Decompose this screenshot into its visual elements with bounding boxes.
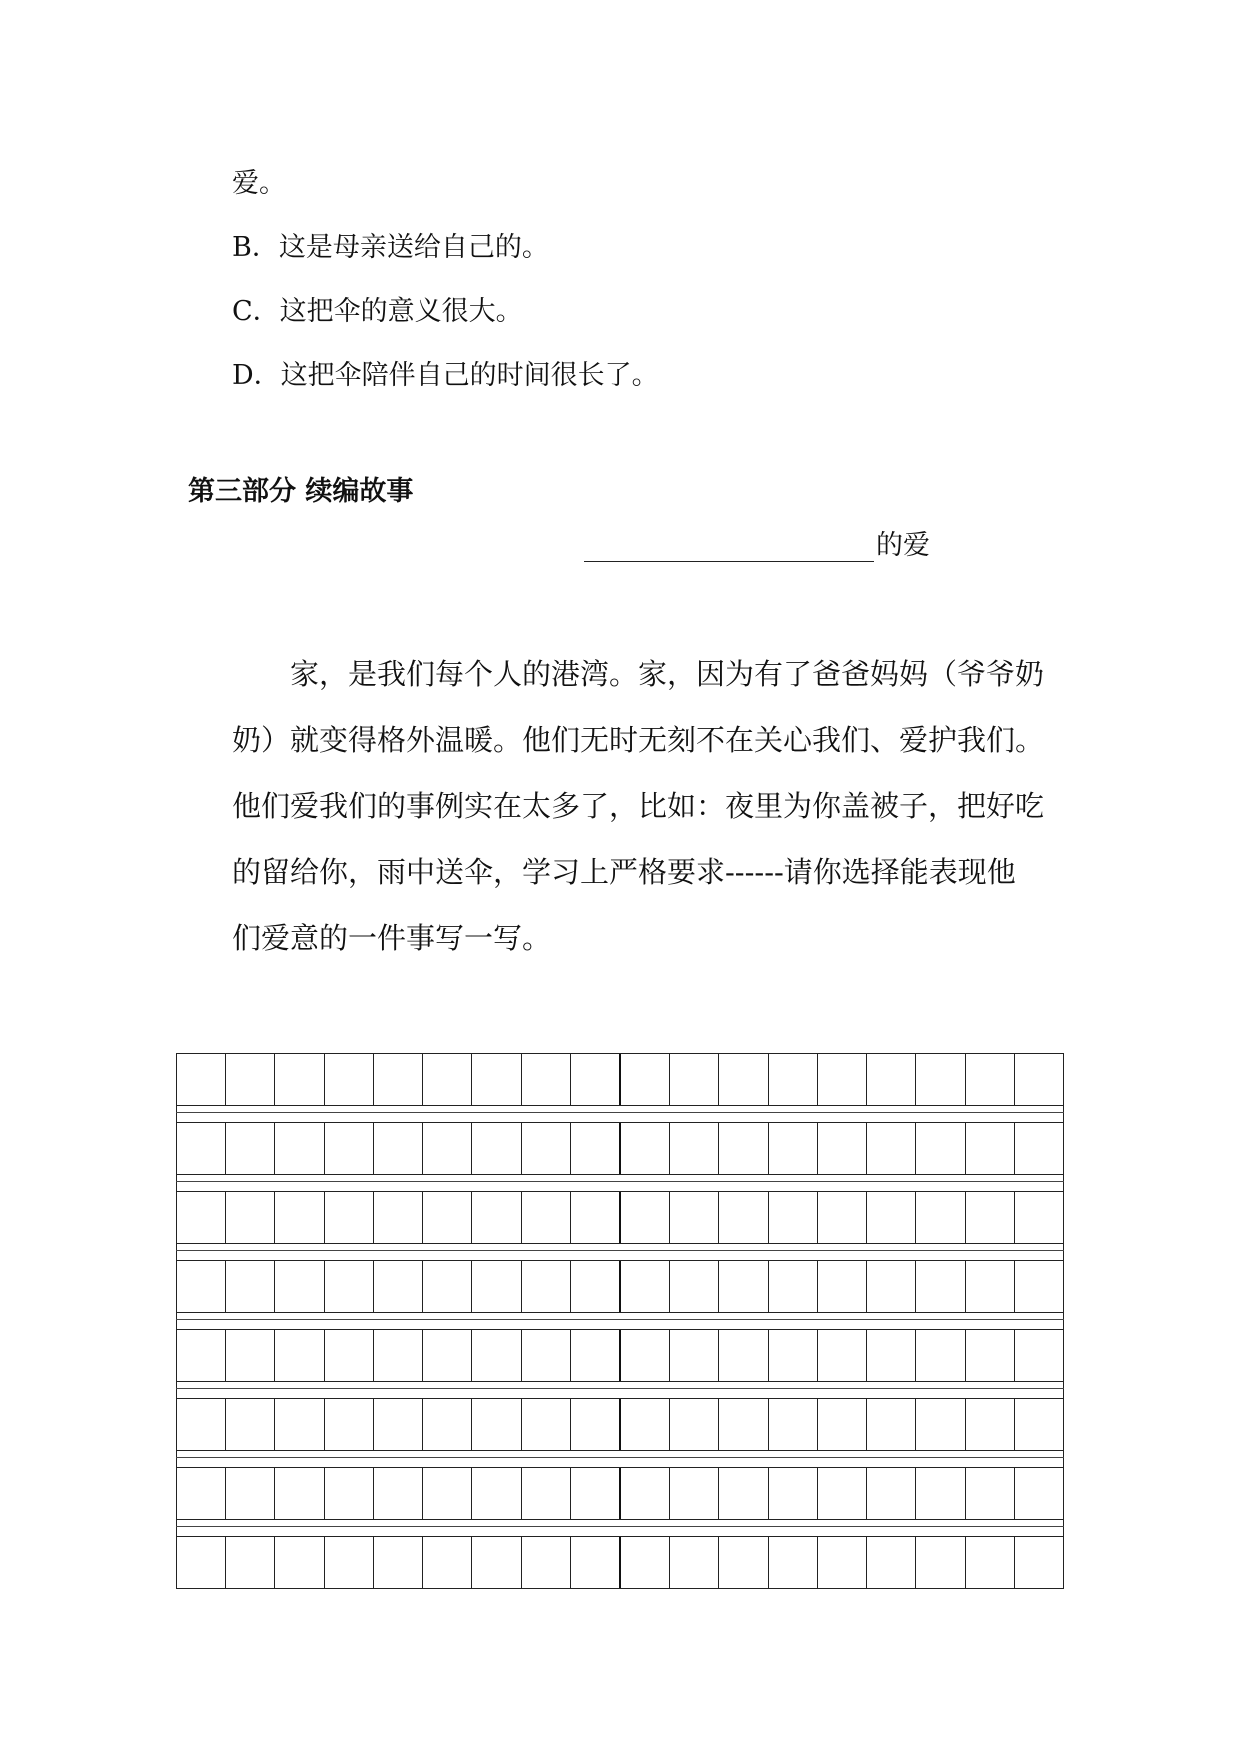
grid-cell[interactable] xyxy=(769,1054,818,1105)
grid-cell[interactable] xyxy=(423,1537,472,1588)
grid-cell[interactable] xyxy=(621,1192,670,1243)
grid-cell[interactable] xyxy=(1015,1123,1063,1174)
grid-cell[interactable] xyxy=(226,1054,275,1105)
grid-cell[interactable] xyxy=(966,1330,1015,1381)
grid-cell[interactable] xyxy=(916,1468,965,1519)
grid-cell[interactable] xyxy=(818,1537,867,1588)
grid-row xyxy=(176,1122,1064,1175)
grid-cell[interactable] xyxy=(966,1537,1015,1588)
grid-cell[interactable] xyxy=(275,1054,324,1105)
prompt-line-2: 奶）就变得格外温暖。他们无时无刻不在关心我们、爱护我们。 xyxy=(232,723,1045,757)
grid-cell[interactable] xyxy=(769,1330,818,1381)
grid-cell[interactable] xyxy=(571,1054,621,1105)
grid-cell[interactable] xyxy=(670,1537,719,1588)
grid-cell[interactable] xyxy=(325,1261,374,1312)
grid-cell[interactable] xyxy=(177,1261,226,1312)
grid-cell[interactable] xyxy=(226,1261,275,1312)
grid-cell[interactable] xyxy=(571,1399,621,1450)
grid-cell[interactable] xyxy=(818,1123,867,1174)
grid-cell[interactable] xyxy=(275,1330,324,1381)
grid-cell[interactable] xyxy=(275,1399,324,1450)
grid-cell[interactable] xyxy=(867,1399,916,1450)
grid-cell[interactable] xyxy=(374,1192,423,1243)
grid-row-gap xyxy=(176,1451,1064,1467)
grid-cell[interactable] xyxy=(374,1054,423,1105)
grid-cell[interactable] xyxy=(571,1468,621,1519)
grid-row xyxy=(176,1536,1064,1589)
grid-cell[interactable] xyxy=(867,1330,916,1381)
grid-cell[interactable] xyxy=(1015,1330,1063,1381)
grid-cell[interactable] xyxy=(966,1123,1015,1174)
grid-cell[interactable] xyxy=(769,1468,818,1519)
grid-cell[interactable] xyxy=(916,1330,965,1381)
grid-cell[interactable] xyxy=(966,1192,1015,1243)
grid-row-gap xyxy=(176,1244,1064,1260)
grid-cell[interactable] xyxy=(522,1054,571,1105)
grid-cell[interactable] xyxy=(325,1537,374,1588)
grid-cell[interactable] xyxy=(177,1468,226,1519)
grid-cell[interactable] xyxy=(423,1054,472,1105)
grid-cell[interactable] xyxy=(374,1123,423,1174)
grid-row xyxy=(176,1053,1064,1106)
grid-cell[interactable] xyxy=(325,1399,374,1450)
title-blank[interactable] xyxy=(584,531,874,562)
grid-cell[interactable] xyxy=(177,1399,226,1450)
grid-cell[interactable] xyxy=(818,1192,867,1243)
grid-cell[interactable] xyxy=(867,1192,916,1243)
grid-row-gap xyxy=(176,1106,1064,1122)
grid-row xyxy=(176,1398,1064,1451)
grid-cell[interactable] xyxy=(374,1399,423,1450)
grid-cell[interactable] xyxy=(226,1192,275,1243)
grid-cell[interactable] xyxy=(670,1054,719,1105)
grid-cell[interactable] xyxy=(275,1123,324,1174)
grid-cell[interactable] xyxy=(670,1468,719,1519)
grid-cell[interactable] xyxy=(472,1192,521,1243)
grid-cell[interactable] xyxy=(1015,1399,1063,1450)
grid-cell[interactable] xyxy=(867,1537,916,1588)
grid-cell[interactable] xyxy=(472,1468,521,1519)
prompt-line-1: 家，是我们每个人的港湾。家，因为有了爸爸妈妈（爷爷奶 xyxy=(290,657,1045,691)
grid-cell[interactable] xyxy=(571,1330,621,1381)
grid-cell[interactable] xyxy=(325,1468,374,1519)
grid-cell[interactable] xyxy=(177,1537,226,1588)
grid-cell[interactable] xyxy=(571,1192,621,1243)
grid-cell[interactable] xyxy=(571,1261,621,1312)
grid-cell[interactable] xyxy=(719,1261,768,1312)
grid-cell[interactable] xyxy=(916,1123,965,1174)
grid-cell[interactable] xyxy=(423,1261,472,1312)
grid-cell[interactable] xyxy=(374,1468,423,1519)
prompt-line-3: 他们爱我们的事例实在太多了，比如：夜里为你盖被子，把好吃 xyxy=(232,789,1045,823)
grid-cell[interactable] xyxy=(719,1537,768,1588)
grid-cell[interactable] xyxy=(621,1123,670,1174)
grid-cell[interactable] xyxy=(423,1468,472,1519)
grid-cell[interactable] xyxy=(769,1123,818,1174)
prompt-line-4: 的留给你，雨中送伞，学习上严格要求------请你选择能表现他 xyxy=(232,855,1016,889)
grid-cell[interactable] xyxy=(325,1123,374,1174)
grid-row xyxy=(176,1467,1064,1520)
grid-cell[interactable] xyxy=(916,1399,965,1450)
grid-cell[interactable] xyxy=(226,1123,275,1174)
grid-cell[interactable] xyxy=(226,1399,275,1450)
grid-cell[interactable] xyxy=(423,1399,472,1450)
grid-cell[interactable] xyxy=(916,1537,965,1588)
grid-cell[interactable] xyxy=(867,1261,916,1312)
grid-cell[interactable] xyxy=(1015,1192,1063,1243)
grid-cell[interactable] xyxy=(177,1054,226,1105)
grid-cell[interactable] xyxy=(621,1261,670,1312)
grid-cell[interactable] xyxy=(522,1537,571,1588)
grid-cell[interactable] xyxy=(177,1192,226,1243)
grid-cell[interactable] xyxy=(769,1261,818,1312)
grid-cell[interactable] xyxy=(916,1054,965,1105)
grid-cell[interactable] xyxy=(670,1399,719,1450)
option-d: D．这把伞陪伴自己的时间很长了。 xyxy=(232,360,659,391)
grid-row-gap xyxy=(176,1520,1064,1536)
grid-cell[interactable] xyxy=(670,1261,719,1312)
grid-cell[interactable] xyxy=(275,1468,324,1519)
prompt-line-5: 们爱意的一件事写一写。 xyxy=(232,921,552,955)
option-c: C．这把伞的意义很大。 xyxy=(232,296,523,327)
grid-cell[interactable] xyxy=(621,1054,670,1105)
grid-cell[interactable] xyxy=(472,1537,521,1588)
grid-cell[interactable] xyxy=(522,1192,571,1243)
grid-cell[interactable] xyxy=(472,1330,521,1381)
grid-cell[interactable] xyxy=(177,1123,226,1174)
grid-cell[interactable] xyxy=(325,1192,374,1243)
grid-cell[interactable] xyxy=(226,1330,275,1381)
grid-cell[interactable] xyxy=(719,1399,768,1450)
grid-cell[interactable] xyxy=(818,1399,867,1450)
grid-cell[interactable] xyxy=(1015,1261,1063,1312)
grid-cell[interactable] xyxy=(522,1330,571,1381)
grid-cell[interactable] xyxy=(719,1123,768,1174)
grid-cell[interactable] xyxy=(1015,1537,1063,1588)
grid-cell[interactable] xyxy=(670,1123,719,1174)
grid-cell[interactable] xyxy=(966,1399,1015,1450)
option-b: B．这是母亲送给自己的。 xyxy=(232,232,549,263)
section-heading: 第三部分 续编故事 xyxy=(188,476,414,507)
grid-cell[interactable] xyxy=(522,1261,571,1312)
grid-cell[interactable] xyxy=(966,1468,1015,1519)
grid-cell[interactable] xyxy=(916,1261,965,1312)
grid-cell[interactable] xyxy=(1015,1054,1063,1105)
grid-cell[interactable] xyxy=(275,1261,324,1312)
grid-cell[interactable] xyxy=(621,1399,670,1450)
grid-cell[interactable] xyxy=(472,1054,521,1105)
grid-cell[interactable] xyxy=(472,1123,521,1174)
grid-cell[interactable] xyxy=(818,1261,867,1312)
grid-cell[interactable] xyxy=(472,1399,521,1450)
grid-cell[interactable] xyxy=(423,1192,472,1243)
grid-row-gap xyxy=(176,1382,1064,1398)
grid-cell[interactable] xyxy=(374,1537,423,1588)
grid-cell[interactable] xyxy=(571,1537,621,1588)
grid-cell[interactable] xyxy=(818,1330,867,1381)
grid-cell[interactable] xyxy=(325,1330,374,1381)
grid-row xyxy=(176,1329,1064,1382)
writing-grid xyxy=(176,1053,1064,1589)
grid-cell[interactable] xyxy=(522,1399,571,1450)
grid-cell[interactable] xyxy=(374,1261,423,1312)
grid-row xyxy=(176,1191,1064,1244)
grid-cell[interactable] xyxy=(177,1330,226,1381)
grid-cell[interactable] xyxy=(522,1468,571,1519)
grid-cell[interactable] xyxy=(670,1330,719,1381)
grid-cell[interactable] xyxy=(275,1537,324,1588)
grid-cell[interactable] xyxy=(670,1192,719,1243)
grid-cell[interactable] xyxy=(867,1054,916,1105)
grid-row-gap xyxy=(176,1175,1064,1191)
grid-cell[interactable] xyxy=(275,1192,324,1243)
grid-cell[interactable] xyxy=(719,1192,768,1243)
grid-cell[interactable] xyxy=(621,1330,670,1381)
essay-title-line xyxy=(584,522,930,562)
grid-cell[interactable] xyxy=(226,1537,275,1588)
grid-cell[interactable] xyxy=(769,1399,818,1450)
grid-cell[interactable] xyxy=(621,1537,670,1588)
title-suffix: 的爱 xyxy=(876,530,930,561)
grid-cell[interactable] xyxy=(621,1468,670,1519)
grid-cell[interactable] xyxy=(374,1330,423,1381)
grid-cell[interactable] xyxy=(966,1054,1015,1105)
grid-cell[interactable] xyxy=(325,1054,374,1105)
grid-cell[interactable] xyxy=(818,1054,867,1105)
grid-cell[interactable] xyxy=(226,1468,275,1519)
grid-row xyxy=(176,1260,1064,1313)
grid-cell[interactable] xyxy=(916,1192,965,1243)
grid-cell[interactable] xyxy=(769,1537,818,1588)
grid-row-gap xyxy=(176,1313,1064,1329)
grid-cell[interactable] xyxy=(571,1123,621,1174)
option-continuation: 爱。 xyxy=(232,168,286,199)
grid-cell[interactable] xyxy=(867,1468,916,1519)
grid-cell[interactable] xyxy=(769,1192,818,1243)
grid-cell[interactable] xyxy=(719,1468,768,1519)
grid-cell[interactable] xyxy=(423,1330,472,1381)
grid-cell[interactable] xyxy=(423,1123,472,1174)
grid-cell[interactable] xyxy=(472,1261,521,1312)
grid-cell[interactable] xyxy=(966,1261,1015,1312)
grid-cell[interactable] xyxy=(867,1123,916,1174)
grid-cell[interactable] xyxy=(522,1123,571,1174)
grid-cell[interactable] xyxy=(719,1054,768,1105)
grid-cell[interactable] xyxy=(1015,1468,1063,1519)
grid-cell[interactable] xyxy=(719,1330,768,1381)
grid-cell[interactable] xyxy=(818,1468,867,1519)
